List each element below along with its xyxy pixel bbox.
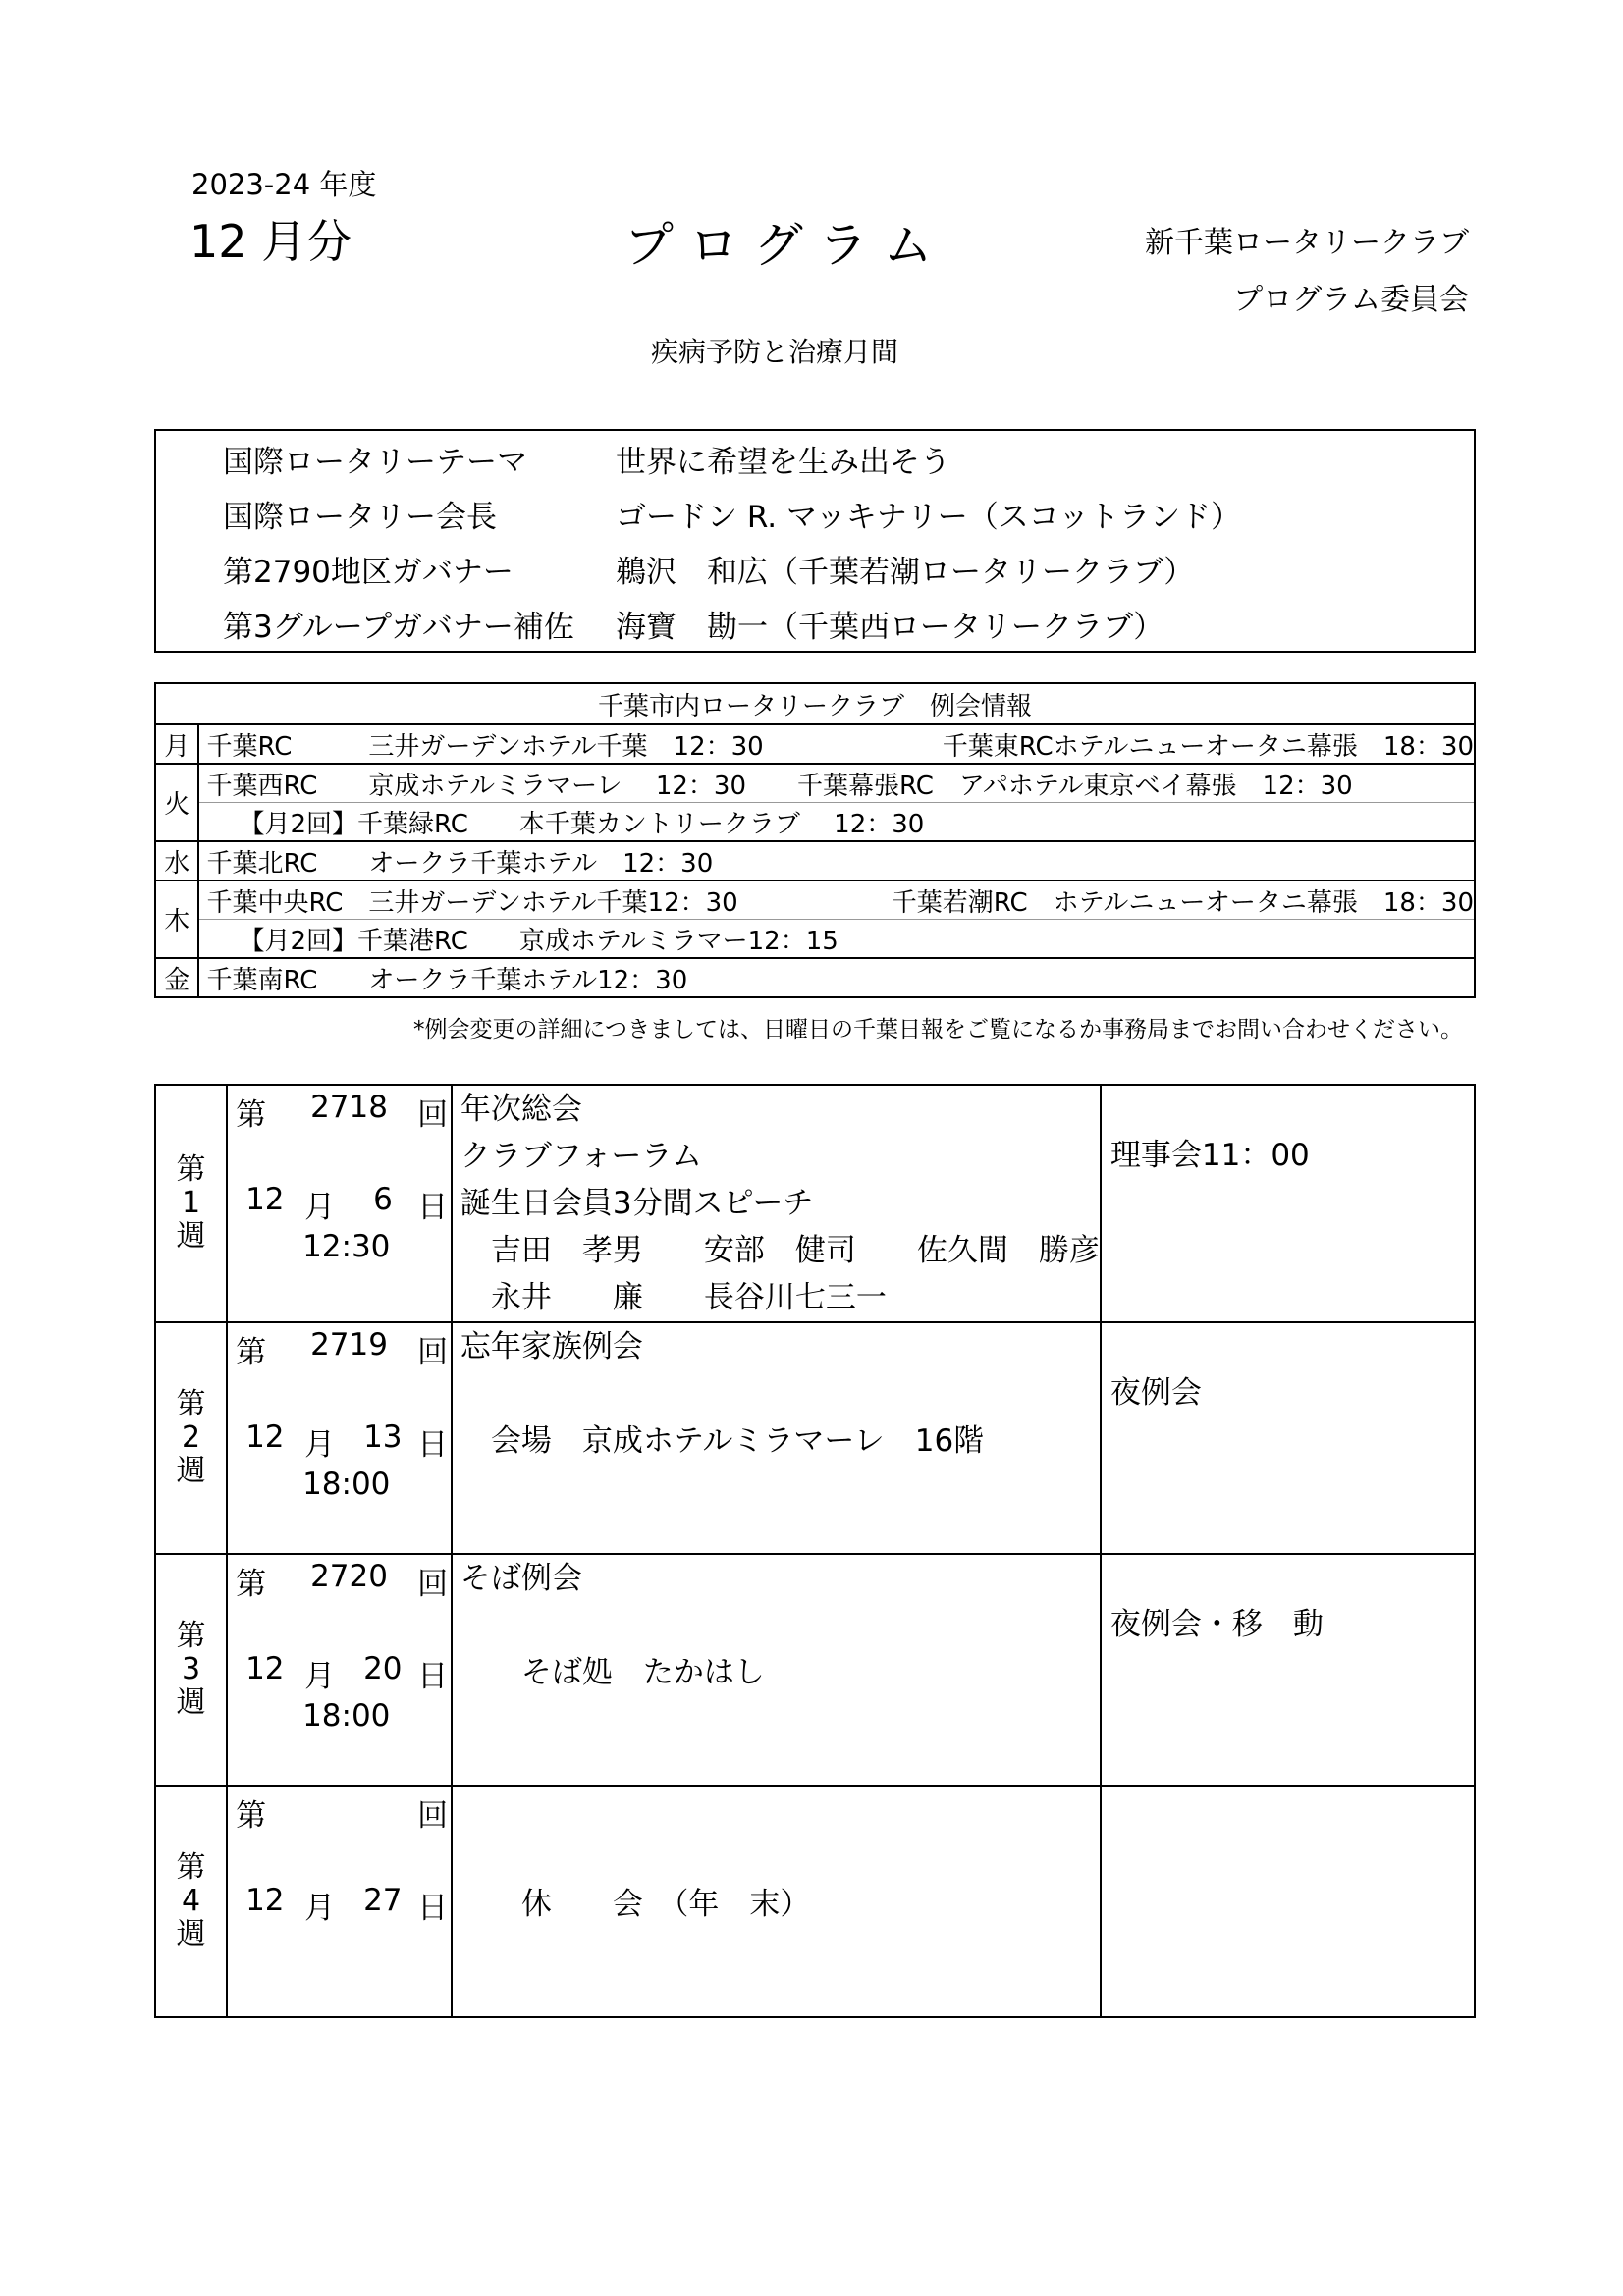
week-label: 第 4 週 xyxy=(155,1786,227,2017)
meeting-date xyxy=(227,1554,452,1786)
meeting-no-suffix: 回 xyxy=(417,1335,449,1370)
day-cell: 月 xyxy=(155,724,198,764)
day-suffix: 日 xyxy=(417,1659,449,1694)
leader-row xyxy=(155,541,1475,596)
day-suffix: 日 xyxy=(417,1891,449,1926)
club-info-sub: 【月2回】千葉港RC 京成ホテルミラマー12：15 xyxy=(198,920,1475,959)
club-info: 千葉中央RC 三井ガーデンホテル千葉12：30 千葉若潮RC ホテルニューオータニ幕張 18：30 xyxy=(198,881,1475,920)
meeting-number: 2720 xyxy=(310,1559,388,1594)
meeting-date xyxy=(227,1085,452,1322)
table-row xyxy=(155,920,1475,959)
day-cell: 水 xyxy=(155,841,198,881)
meeting-no-suffix: 回 xyxy=(417,1567,449,1602)
day: 20 xyxy=(363,1651,403,1686)
day-cell: 金 xyxy=(155,958,198,997)
leader-value: 鵜沢 和広（千葉若潮ロータリークラブ） xyxy=(616,554,1195,590)
meeting-number: 2718 xyxy=(310,1090,388,1125)
leader-row xyxy=(155,486,1475,541)
clubs-table xyxy=(154,682,1476,998)
day-suffix: 日 xyxy=(417,1190,449,1225)
fiscal-year: 2023-24 年度 xyxy=(191,168,377,201)
week-label: 第 1 週 xyxy=(155,1085,227,1322)
program-line: 忘年家族例会 xyxy=(460,1329,643,1364)
day: 27 xyxy=(363,1883,403,1918)
meeting-date xyxy=(227,1322,452,1554)
program-line: 誕生日会員3分間スピーチ xyxy=(460,1186,814,1221)
table-row xyxy=(155,958,1475,997)
program-line: 永井 廉 長谷川七三一 xyxy=(460,1280,887,1315)
program-line: 吉田 孝男 安部 健司 佐久間 勝彦 xyxy=(460,1233,1100,1268)
meeting-program xyxy=(452,1322,1101,1554)
table-row xyxy=(155,881,1475,920)
leaders-table xyxy=(154,429,1476,653)
leader-label: 第2790地区ガバナー xyxy=(223,554,514,590)
day-cell: 火 xyxy=(155,764,198,841)
meeting-time: 18:00 xyxy=(302,1467,391,1502)
month-suffix: 月 xyxy=(304,1659,336,1694)
leader-label: 国際ロータリーテーマ xyxy=(223,444,527,480)
day-cell: 木 xyxy=(155,881,198,958)
meeting-no-suffix: 回 xyxy=(417,1097,449,1133)
meeting-note xyxy=(1101,1786,1475,2017)
program-line: 休 会 （年 末） xyxy=(460,1887,811,1922)
month: 12 xyxy=(245,1651,285,1686)
month-suffix: 月 xyxy=(304,1190,336,1225)
week-row xyxy=(155,1085,1475,1322)
meeting-note: 夜例会・移 動 xyxy=(1101,1554,1475,1786)
leader-label: 第3グループガバナー補佐 xyxy=(223,609,574,645)
month-label: 12 月分 xyxy=(189,215,352,268)
leader-row xyxy=(155,596,1475,652)
month: 12 xyxy=(245,1419,285,1455)
month-suffix: 月 xyxy=(304,1891,336,1926)
month: 12 xyxy=(245,1182,285,1217)
meeting-no-prefix: 第 xyxy=(236,1097,267,1133)
meeting-number: 2719 xyxy=(310,1327,388,1362)
club-name: 新千葉ロータリークラブ xyxy=(1145,226,1469,260)
table-row xyxy=(155,724,1475,764)
program-line: クラブフォーラム xyxy=(460,1139,703,1174)
committee-name: プログラム委員会 xyxy=(1233,283,1469,317)
meeting-no-prefix: 第 xyxy=(236,1335,267,1370)
meeting-time: 18:00 xyxy=(302,1698,391,1734)
week-label: 第 2 週 xyxy=(155,1322,227,1554)
meeting-program xyxy=(452,1554,1101,1786)
club-info: 千葉西RC 京成ホテルミラマーレ 12：30 千葉幕張RC アパホテル東京ベイ幕張 12：30 xyxy=(198,764,1475,803)
program-line: そば例会 xyxy=(460,1561,582,1596)
clubs-title: 千葉市内ロータリークラブ 例会情報 xyxy=(155,683,1475,724)
week-row xyxy=(155,1786,1475,2017)
month: 12 xyxy=(245,1883,285,1918)
meeting-program xyxy=(452,1786,1101,2017)
program-line xyxy=(453,1602,1100,1649)
clubs-note: *例会変更の詳細につきましては、日曜日の千葉日報をご覧になるか事務局までお問い合わせください。 xyxy=(412,1017,1463,1042)
program-line xyxy=(453,1787,1100,1834)
week-row xyxy=(155,1554,1475,1786)
page-title: プ ロ グ ラ ム xyxy=(624,217,933,274)
club-info: 千葉RC 三井ガーデンホテル千葉 12：30 千葉東RCホテルニューオータニ幕張 18：30 xyxy=(198,724,1475,764)
meeting-time: 12:30 xyxy=(302,1229,391,1264)
month-theme: 疾病予防と治療月間 xyxy=(651,336,899,368)
day: 13 xyxy=(363,1419,403,1455)
schedule-table xyxy=(154,1084,1476,2018)
table-row xyxy=(155,841,1475,881)
leader-label: 国際ロータリー会長 xyxy=(223,499,497,535)
program-line: 会場 京成ホテルミラマーレ 16階 xyxy=(460,1423,985,1459)
table-row xyxy=(155,764,1475,803)
meeting-date xyxy=(227,1786,452,2017)
meeting-no-suffix: 回 xyxy=(417,1798,449,1834)
leader-value: ゴードン R. マッキナリー（スコットランド） xyxy=(616,499,1242,535)
meeting-no-prefix: 第 xyxy=(236,1567,267,1602)
club-info: 千葉南RC オークラ千葉ホテル12：30 xyxy=(198,958,1475,997)
leader-value: 世界に希望を生み出そう xyxy=(616,444,950,480)
meeting-note: 理事会11：00 xyxy=(1101,1085,1475,1322)
day: 6 xyxy=(373,1182,393,1217)
club-info: 千葉北RC オークラ千葉ホテル 12：30 xyxy=(198,841,1475,881)
table-row xyxy=(155,803,1475,842)
week-label: 第 3 週 xyxy=(155,1554,227,1786)
meeting-no-prefix: 第 xyxy=(236,1798,267,1834)
month-suffix: 月 xyxy=(304,1427,336,1463)
leader-value: 海寶 勘一（千葉西ロータリークラブ） xyxy=(616,609,1164,645)
week-row xyxy=(155,1322,1475,1554)
meeting-note: 夜例会 xyxy=(1101,1322,1475,1554)
leader-row xyxy=(155,430,1475,486)
program-line xyxy=(453,1370,1100,1417)
program-line: 年次総会 xyxy=(460,1092,582,1127)
meeting-program xyxy=(452,1085,1101,1322)
program-line: そば処 たかはし xyxy=(460,1655,765,1690)
day-suffix: 日 xyxy=(417,1427,449,1463)
club-info-sub: 【月2回】千葉緑RC 本千葉カントリークラブ 12：30 xyxy=(198,803,1475,842)
program-line xyxy=(453,1834,1100,1881)
